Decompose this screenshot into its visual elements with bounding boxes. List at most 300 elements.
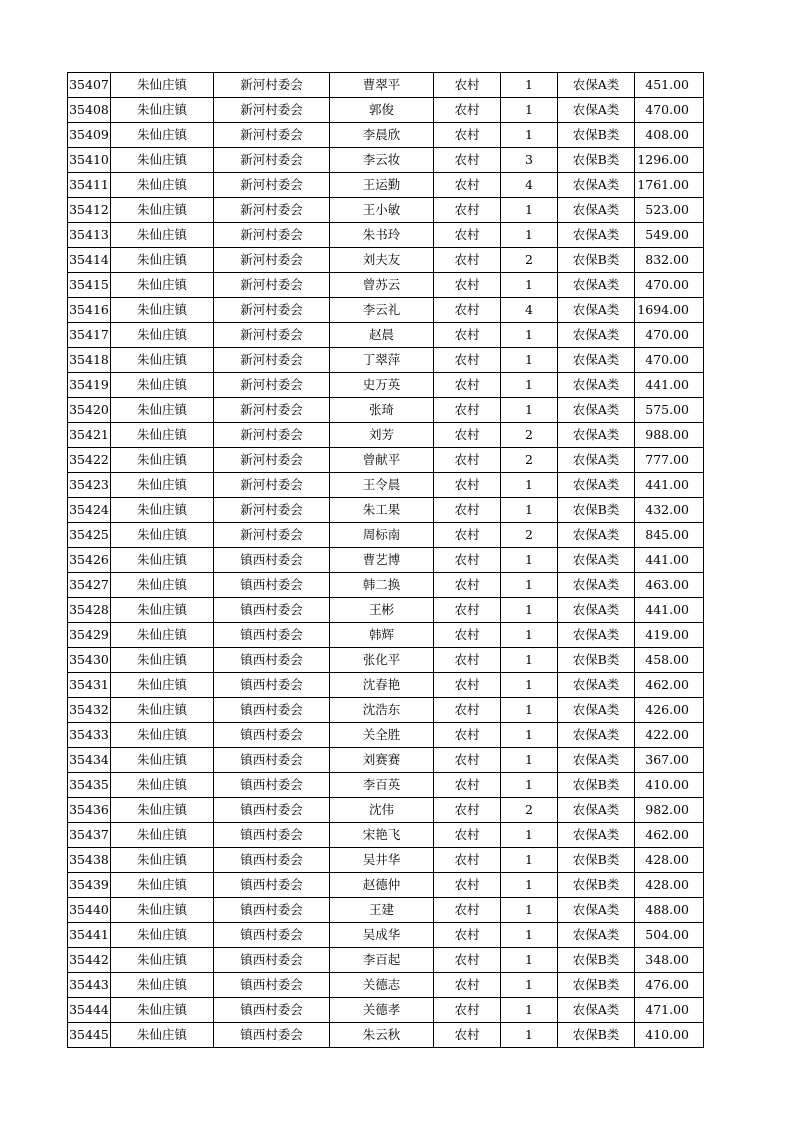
name-cell: 朱云秋 <box>330 1023 434 1048</box>
table-row <box>68 673 704 698</box>
town-cell: 朱仙庄镇 <box>111 798 214 823</box>
household-count-cell: 1 <box>501 323 558 348</box>
name-cell: 李晨欣 <box>330 123 434 148</box>
category-cell: 农保B类 <box>558 948 635 973</box>
area-type-cell: 农村 <box>434 898 501 923</box>
name-cell: 吴井华 <box>330 848 434 873</box>
row-id: 35444 <box>68 998 111 1023</box>
village-committee-cell: 镇西村委会 <box>214 798 330 823</box>
row-id: 35407 <box>68 73 111 98</box>
amount-cell: 1296.00 <box>635 148 704 173</box>
area-type-cell: 农村 <box>434 348 501 373</box>
area-type-cell: 农村 <box>434 748 501 773</box>
town-cell: 朱仙庄镇 <box>111 548 214 573</box>
village-committee-cell: 新河村委会 <box>214 198 330 223</box>
town-cell: 朱仙庄镇 <box>111 973 214 998</box>
village-committee-cell: 新河村委会 <box>214 423 330 448</box>
household-count-cell: 1 <box>501 548 558 573</box>
household-count-cell: 1 <box>501 573 558 598</box>
table-row <box>68 1023 704 1048</box>
amount-cell: 408.00 <box>635 123 704 148</box>
village-committee-cell: 镇西村委会 <box>214 848 330 873</box>
household-count-cell: 1 <box>501 873 558 898</box>
table-row <box>68 373 704 398</box>
table-row <box>68 173 704 198</box>
town-cell: 朱仙庄镇 <box>111 998 214 1023</box>
household-count-cell: 1 <box>501 898 558 923</box>
area-type-cell: 农村 <box>434 148 501 173</box>
town-cell: 朱仙庄镇 <box>111 198 214 223</box>
data-table <box>67 72 704 1048</box>
category-cell: 农保A类 <box>558 98 635 123</box>
category-cell: 农保A类 <box>558 823 635 848</box>
town-cell: 朱仙庄镇 <box>111 948 214 973</box>
area-type-cell: 农村 <box>434 1023 501 1048</box>
category-cell: 农保A类 <box>558 573 635 598</box>
table-row <box>68 973 704 998</box>
row-id: 35410 <box>68 148 111 173</box>
household-count-cell: 1 <box>501 598 558 623</box>
category-cell: 农保B类 <box>558 123 635 148</box>
village-committee-cell: 新河村委会 <box>214 323 330 348</box>
area-type-cell: 农村 <box>434 773 501 798</box>
area-type-cell: 农村 <box>434 723 501 748</box>
category-cell: 农保A类 <box>558 223 635 248</box>
amount-cell: 470.00 <box>635 323 704 348</box>
amount-cell: 777.00 <box>635 448 704 473</box>
area-type-cell: 农村 <box>434 948 501 973</box>
table-row <box>68 248 704 273</box>
household-count-cell: 1 <box>501 748 558 773</box>
amount-cell: 462.00 <box>635 823 704 848</box>
household-count-cell: 1 <box>501 273 558 298</box>
town-cell: 朱仙庄镇 <box>111 523 214 548</box>
amount-cell: 428.00 <box>635 848 704 873</box>
household-count-cell: 1 <box>501 473 558 498</box>
household-count-cell: 1 <box>501 648 558 673</box>
table-row <box>68 548 704 573</box>
table-row <box>68 123 704 148</box>
village-committee-cell: 镇西村委会 <box>214 823 330 848</box>
table-row <box>68 273 704 298</box>
category-cell: 农保B类 <box>558 848 635 873</box>
household-count-cell: 1 <box>501 498 558 523</box>
category-cell: 农保A类 <box>558 473 635 498</box>
town-cell: 朱仙庄镇 <box>111 398 214 423</box>
household-count-cell: 1 <box>501 198 558 223</box>
table-row <box>68 698 704 723</box>
category-cell: 农保B类 <box>558 498 635 523</box>
name-cell: 李云礼 <box>330 298 434 323</box>
amount-cell: 422.00 <box>635 723 704 748</box>
amount-cell: 441.00 <box>635 598 704 623</box>
category-cell: 农保A类 <box>558 723 635 748</box>
name-cell: 刘芳 <box>330 423 434 448</box>
village-committee-cell: 镇西村委会 <box>214 548 330 573</box>
name-cell: 刘赛赛 <box>330 748 434 773</box>
household-count-cell: 1 <box>501 823 558 848</box>
area-type-cell: 农村 <box>434 923 501 948</box>
table-row <box>68 998 704 1023</box>
household-count-cell: 3 <box>501 148 558 173</box>
amount-cell: 470.00 <box>635 273 704 298</box>
area-type-cell: 农村 <box>434 198 501 223</box>
town-cell: 朱仙庄镇 <box>111 498 214 523</box>
category-cell: 农保A类 <box>558 73 635 98</box>
household-count-cell: 1 <box>501 923 558 948</box>
name-cell: 李百英 <box>330 773 434 798</box>
village-committee-cell: 新河村委会 <box>214 73 330 98</box>
category-cell: 农保A类 <box>558 748 635 773</box>
table-row <box>68 873 704 898</box>
table-row <box>68 798 704 823</box>
village-committee-cell: 镇西村委会 <box>214 673 330 698</box>
category-cell: 农保B类 <box>558 148 635 173</box>
household-count-cell: 1 <box>501 698 558 723</box>
household-count-cell: 1 <box>501 623 558 648</box>
row-id: 35423 <box>68 473 111 498</box>
category-cell: 农保A类 <box>558 273 635 298</box>
table-row <box>68 648 704 673</box>
row-id: 35413 <box>68 223 111 248</box>
town-cell: 朱仙庄镇 <box>111 1023 214 1048</box>
table-row <box>68 98 704 123</box>
amount-cell: 471.00 <box>635 998 704 1023</box>
village-committee-cell: 新河村委会 <box>214 498 330 523</box>
table-row <box>68 598 704 623</box>
village-committee-cell: 镇西村委会 <box>214 873 330 898</box>
category-cell: 农保B类 <box>558 648 635 673</box>
amount-cell: 575.00 <box>635 398 704 423</box>
amount-cell: 367.00 <box>635 748 704 773</box>
area-type-cell: 农村 <box>434 98 501 123</box>
category-cell: 农保A类 <box>558 323 635 348</box>
row-id: 35428 <box>68 598 111 623</box>
table-row <box>68 823 704 848</box>
area-type-cell: 农村 <box>434 548 501 573</box>
area-type-cell: 农村 <box>434 998 501 1023</box>
village-committee-cell: 新河村委会 <box>214 348 330 373</box>
name-cell: 赵德仲 <box>330 873 434 898</box>
town-cell: 朱仙庄镇 <box>111 223 214 248</box>
row-id: 35443 <box>68 973 111 998</box>
name-cell: 王运勤 <box>330 173 434 198</box>
household-count-cell: 1 <box>501 773 558 798</box>
row-id: 35419 <box>68 373 111 398</box>
amount-cell: 410.00 <box>635 1023 704 1048</box>
name-cell: 关德孝 <box>330 998 434 1023</box>
area-type-cell: 农村 <box>434 123 501 148</box>
amount-cell: 441.00 <box>635 473 704 498</box>
row-id: 35441 <box>68 923 111 948</box>
row-id: 35420 <box>68 398 111 423</box>
category-cell: 农保A类 <box>558 448 635 473</box>
category-cell: 农保A类 <box>558 423 635 448</box>
name-cell: 韩辉 <box>330 623 434 648</box>
row-id: 35427 <box>68 573 111 598</box>
household-count-cell: 1 <box>501 948 558 973</box>
area-type-cell: 农村 <box>434 648 501 673</box>
village-committee-cell: 镇西村委会 <box>214 898 330 923</box>
household-count-cell: 1 <box>501 73 558 98</box>
household-count-cell: 2 <box>501 448 558 473</box>
category-cell: 农保A类 <box>558 698 635 723</box>
area-type-cell: 农村 <box>434 798 501 823</box>
category-cell: 农保B类 <box>558 1023 635 1048</box>
area-type-cell: 农村 <box>434 623 501 648</box>
area-type-cell: 农村 <box>434 373 501 398</box>
area-type-cell: 农村 <box>434 223 501 248</box>
table-row <box>68 748 704 773</box>
area-type-cell: 农村 <box>434 298 501 323</box>
amount-cell: 463.00 <box>635 573 704 598</box>
town-cell: 朱仙庄镇 <box>111 898 214 923</box>
amount-cell: 549.00 <box>635 223 704 248</box>
town-cell: 朱仙庄镇 <box>111 373 214 398</box>
table-row <box>68 473 704 498</box>
row-id: 35416 <box>68 298 111 323</box>
village-committee-cell: 新河村委会 <box>214 248 330 273</box>
name-cell: 李百起 <box>330 948 434 973</box>
row-id: 35418 <box>68 348 111 373</box>
row-id: 35432 <box>68 698 111 723</box>
amount-cell: 348.00 <box>635 948 704 973</box>
area-type-cell: 农村 <box>434 473 501 498</box>
area-type-cell: 农村 <box>434 73 501 98</box>
row-id: 35426 <box>68 548 111 573</box>
amount-cell: 428.00 <box>635 873 704 898</box>
household-count-cell: 1 <box>501 973 558 998</box>
amount-cell: 426.00 <box>635 698 704 723</box>
table-row <box>68 623 704 648</box>
village-committee-cell: 新河村委会 <box>214 523 330 548</box>
village-committee-cell: 镇西村委会 <box>214 998 330 1023</box>
row-id: 35445 <box>68 1023 111 1048</box>
amount-cell: 458.00 <box>635 648 704 673</box>
town-cell: 朱仙庄镇 <box>111 698 214 723</box>
town-cell: 朱仙庄镇 <box>111 873 214 898</box>
name-cell: 宋艳飞 <box>330 823 434 848</box>
category-cell: 农保A类 <box>558 598 635 623</box>
amount-cell: 1761.00 <box>635 173 704 198</box>
amount-cell: 462.00 <box>635 673 704 698</box>
amount-cell: 470.00 <box>635 348 704 373</box>
village-committee-cell: 镇西村委会 <box>214 698 330 723</box>
household-count-cell: 4 <box>501 173 558 198</box>
area-type-cell: 农村 <box>434 523 501 548</box>
category-cell: 农保A类 <box>558 523 635 548</box>
category-cell: 农保B类 <box>558 248 635 273</box>
village-committee-cell: 新河村委会 <box>214 223 330 248</box>
village-committee-cell: 新河村委会 <box>214 398 330 423</box>
household-count-cell: 1 <box>501 223 558 248</box>
table-row <box>68 948 704 973</box>
row-id: 35415 <box>68 273 111 298</box>
category-cell: 农保A类 <box>558 198 635 223</box>
category-cell: 农保B类 <box>558 873 635 898</box>
category-cell: 农保A类 <box>558 398 635 423</box>
town-cell: 朱仙庄镇 <box>111 123 214 148</box>
name-cell: 曹翠平 <box>330 73 434 98</box>
town-cell: 朱仙庄镇 <box>111 823 214 848</box>
village-committee-cell: 新河村委会 <box>214 373 330 398</box>
town-cell: 朱仙庄镇 <box>111 723 214 748</box>
household-count-cell: 1 <box>501 998 558 1023</box>
table-body <box>68 73 704 1048</box>
name-cell: 曹艺博 <box>330 548 434 573</box>
name-cell: 朱书玲 <box>330 223 434 248</box>
town-cell: 朱仙庄镇 <box>111 348 214 373</box>
name-cell: 朱工果 <box>330 498 434 523</box>
amount-cell: 988.00 <box>635 423 704 448</box>
area-type-cell: 农村 <box>434 323 501 348</box>
town-cell: 朱仙庄镇 <box>111 573 214 598</box>
name-cell: 刘夫友 <box>330 248 434 273</box>
town-cell: 朱仙庄镇 <box>111 848 214 873</box>
area-type-cell: 农村 <box>434 848 501 873</box>
area-type-cell: 农村 <box>434 273 501 298</box>
name-cell: 史万英 <box>330 373 434 398</box>
household-count-cell: 4 <box>501 298 558 323</box>
household-count-cell: 1 <box>501 98 558 123</box>
area-type-cell: 农村 <box>434 823 501 848</box>
town-cell: 朱仙庄镇 <box>111 473 214 498</box>
row-id: 35442 <box>68 948 111 973</box>
household-count-cell: 1 <box>501 848 558 873</box>
name-cell: 吴成华 <box>330 923 434 948</box>
household-count-cell: 2 <box>501 798 558 823</box>
category-cell: 农保A类 <box>558 348 635 373</box>
table-row <box>68 148 704 173</box>
table-row <box>68 298 704 323</box>
village-committee-cell: 镇西村委会 <box>214 773 330 798</box>
amount-cell: 845.00 <box>635 523 704 548</box>
village-committee-cell: 镇西村委会 <box>214 1023 330 1048</box>
name-cell: 曾献平 <box>330 448 434 473</box>
area-type-cell: 农村 <box>434 173 501 198</box>
household-count-cell: 2 <box>501 523 558 548</box>
amount-cell: 451.00 <box>635 73 704 98</box>
amount-cell: 504.00 <box>635 923 704 948</box>
town-cell: 朱仙庄镇 <box>111 923 214 948</box>
amount-cell: 441.00 <box>635 373 704 398</box>
table-row <box>68 198 704 223</box>
village-committee-cell: 新河村委会 <box>214 98 330 123</box>
village-committee-cell: 镇西村委会 <box>214 948 330 973</box>
name-cell: 张琦 <box>330 398 434 423</box>
town-cell: 朱仙庄镇 <box>111 323 214 348</box>
household-count-cell: 1 <box>501 348 558 373</box>
row-id: 35425 <box>68 523 111 548</box>
category-cell: 农保A类 <box>558 173 635 198</box>
table-row <box>68 448 704 473</box>
row-id: 35421 <box>68 423 111 448</box>
amount-cell: 523.00 <box>635 198 704 223</box>
category-cell: 农保B类 <box>558 973 635 998</box>
name-cell: 王建 <box>330 898 434 923</box>
name-cell: 周标南 <box>330 523 434 548</box>
town-cell: 朱仙庄镇 <box>111 423 214 448</box>
area-type-cell: 农村 <box>434 423 501 448</box>
row-id: 35411 <box>68 173 111 198</box>
name-cell: 王彬 <box>330 598 434 623</box>
town-cell: 朱仙庄镇 <box>111 623 214 648</box>
town-cell: 朱仙庄镇 <box>111 248 214 273</box>
table-row <box>68 848 704 873</box>
amount-cell: 982.00 <box>635 798 704 823</box>
area-type-cell: 农村 <box>434 573 501 598</box>
table-row <box>68 773 704 798</box>
village-committee-cell: 镇西村委会 <box>214 573 330 598</box>
village-committee-cell: 镇西村委会 <box>214 723 330 748</box>
row-id: 35414 <box>68 248 111 273</box>
town-cell: 朱仙庄镇 <box>111 298 214 323</box>
category-cell: 农保A类 <box>558 298 635 323</box>
row-id: 35435 <box>68 773 111 798</box>
category-cell: 农保A类 <box>558 898 635 923</box>
table-row <box>68 923 704 948</box>
amount-cell: 488.00 <box>635 898 704 923</box>
row-id: 35430 <box>68 648 111 673</box>
name-cell: 曾苏云 <box>330 273 434 298</box>
category-cell: 农保A类 <box>558 798 635 823</box>
town-cell: 朱仙庄镇 <box>111 73 214 98</box>
household-count-cell: 1 <box>501 1023 558 1048</box>
area-type-cell: 农村 <box>434 673 501 698</box>
row-id: 35424 <box>68 498 111 523</box>
village-committee-cell: 镇西村委会 <box>214 598 330 623</box>
household-count-cell: 2 <box>501 423 558 448</box>
name-cell: 沈伟 <box>330 798 434 823</box>
amount-cell: 410.00 <box>635 773 704 798</box>
table-row <box>68 73 704 98</box>
village-committee-cell: 镇西村委会 <box>214 923 330 948</box>
household-count-cell: 1 <box>501 723 558 748</box>
row-id: 35434 <box>68 748 111 773</box>
amount-cell: 432.00 <box>635 498 704 523</box>
name-cell: 韩二换 <box>330 573 434 598</box>
table-row <box>68 348 704 373</box>
household-count-cell: 1 <box>501 373 558 398</box>
table-row <box>68 573 704 598</box>
village-committee-cell: 镇西村委会 <box>214 973 330 998</box>
amount-cell: 476.00 <box>635 973 704 998</box>
row-id: 35437 <box>68 823 111 848</box>
table-row <box>68 723 704 748</box>
row-id: 35440 <box>68 898 111 923</box>
row-id: 35408 <box>68 98 111 123</box>
row-id: 35433 <box>68 723 111 748</box>
name-cell: 沈浩东 <box>330 698 434 723</box>
row-id: 35431 <box>68 673 111 698</box>
amount-cell: 832.00 <box>635 248 704 273</box>
category-cell: 农保A类 <box>558 548 635 573</box>
table-row <box>68 898 704 923</box>
category-cell: 农保A类 <box>558 673 635 698</box>
name-cell: 李云妆 <box>330 148 434 173</box>
household-count-cell: 1 <box>501 673 558 698</box>
area-type-cell: 农村 <box>434 498 501 523</box>
category-cell: 农保A类 <box>558 998 635 1023</box>
table-row <box>68 223 704 248</box>
category-cell: 农保A类 <box>558 923 635 948</box>
village-committee-cell: 镇西村委会 <box>214 648 330 673</box>
household-count-cell: 1 <box>501 398 558 423</box>
amount-cell: 419.00 <box>635 623 704 648</box>
name-cell: 沈春艳 <box>330 673 434 698</box>
town-cell: 朱仙庄镇 <box>111 448 214 473</box>
name-cell: 关德志 <box>330 973 434 998</box>
